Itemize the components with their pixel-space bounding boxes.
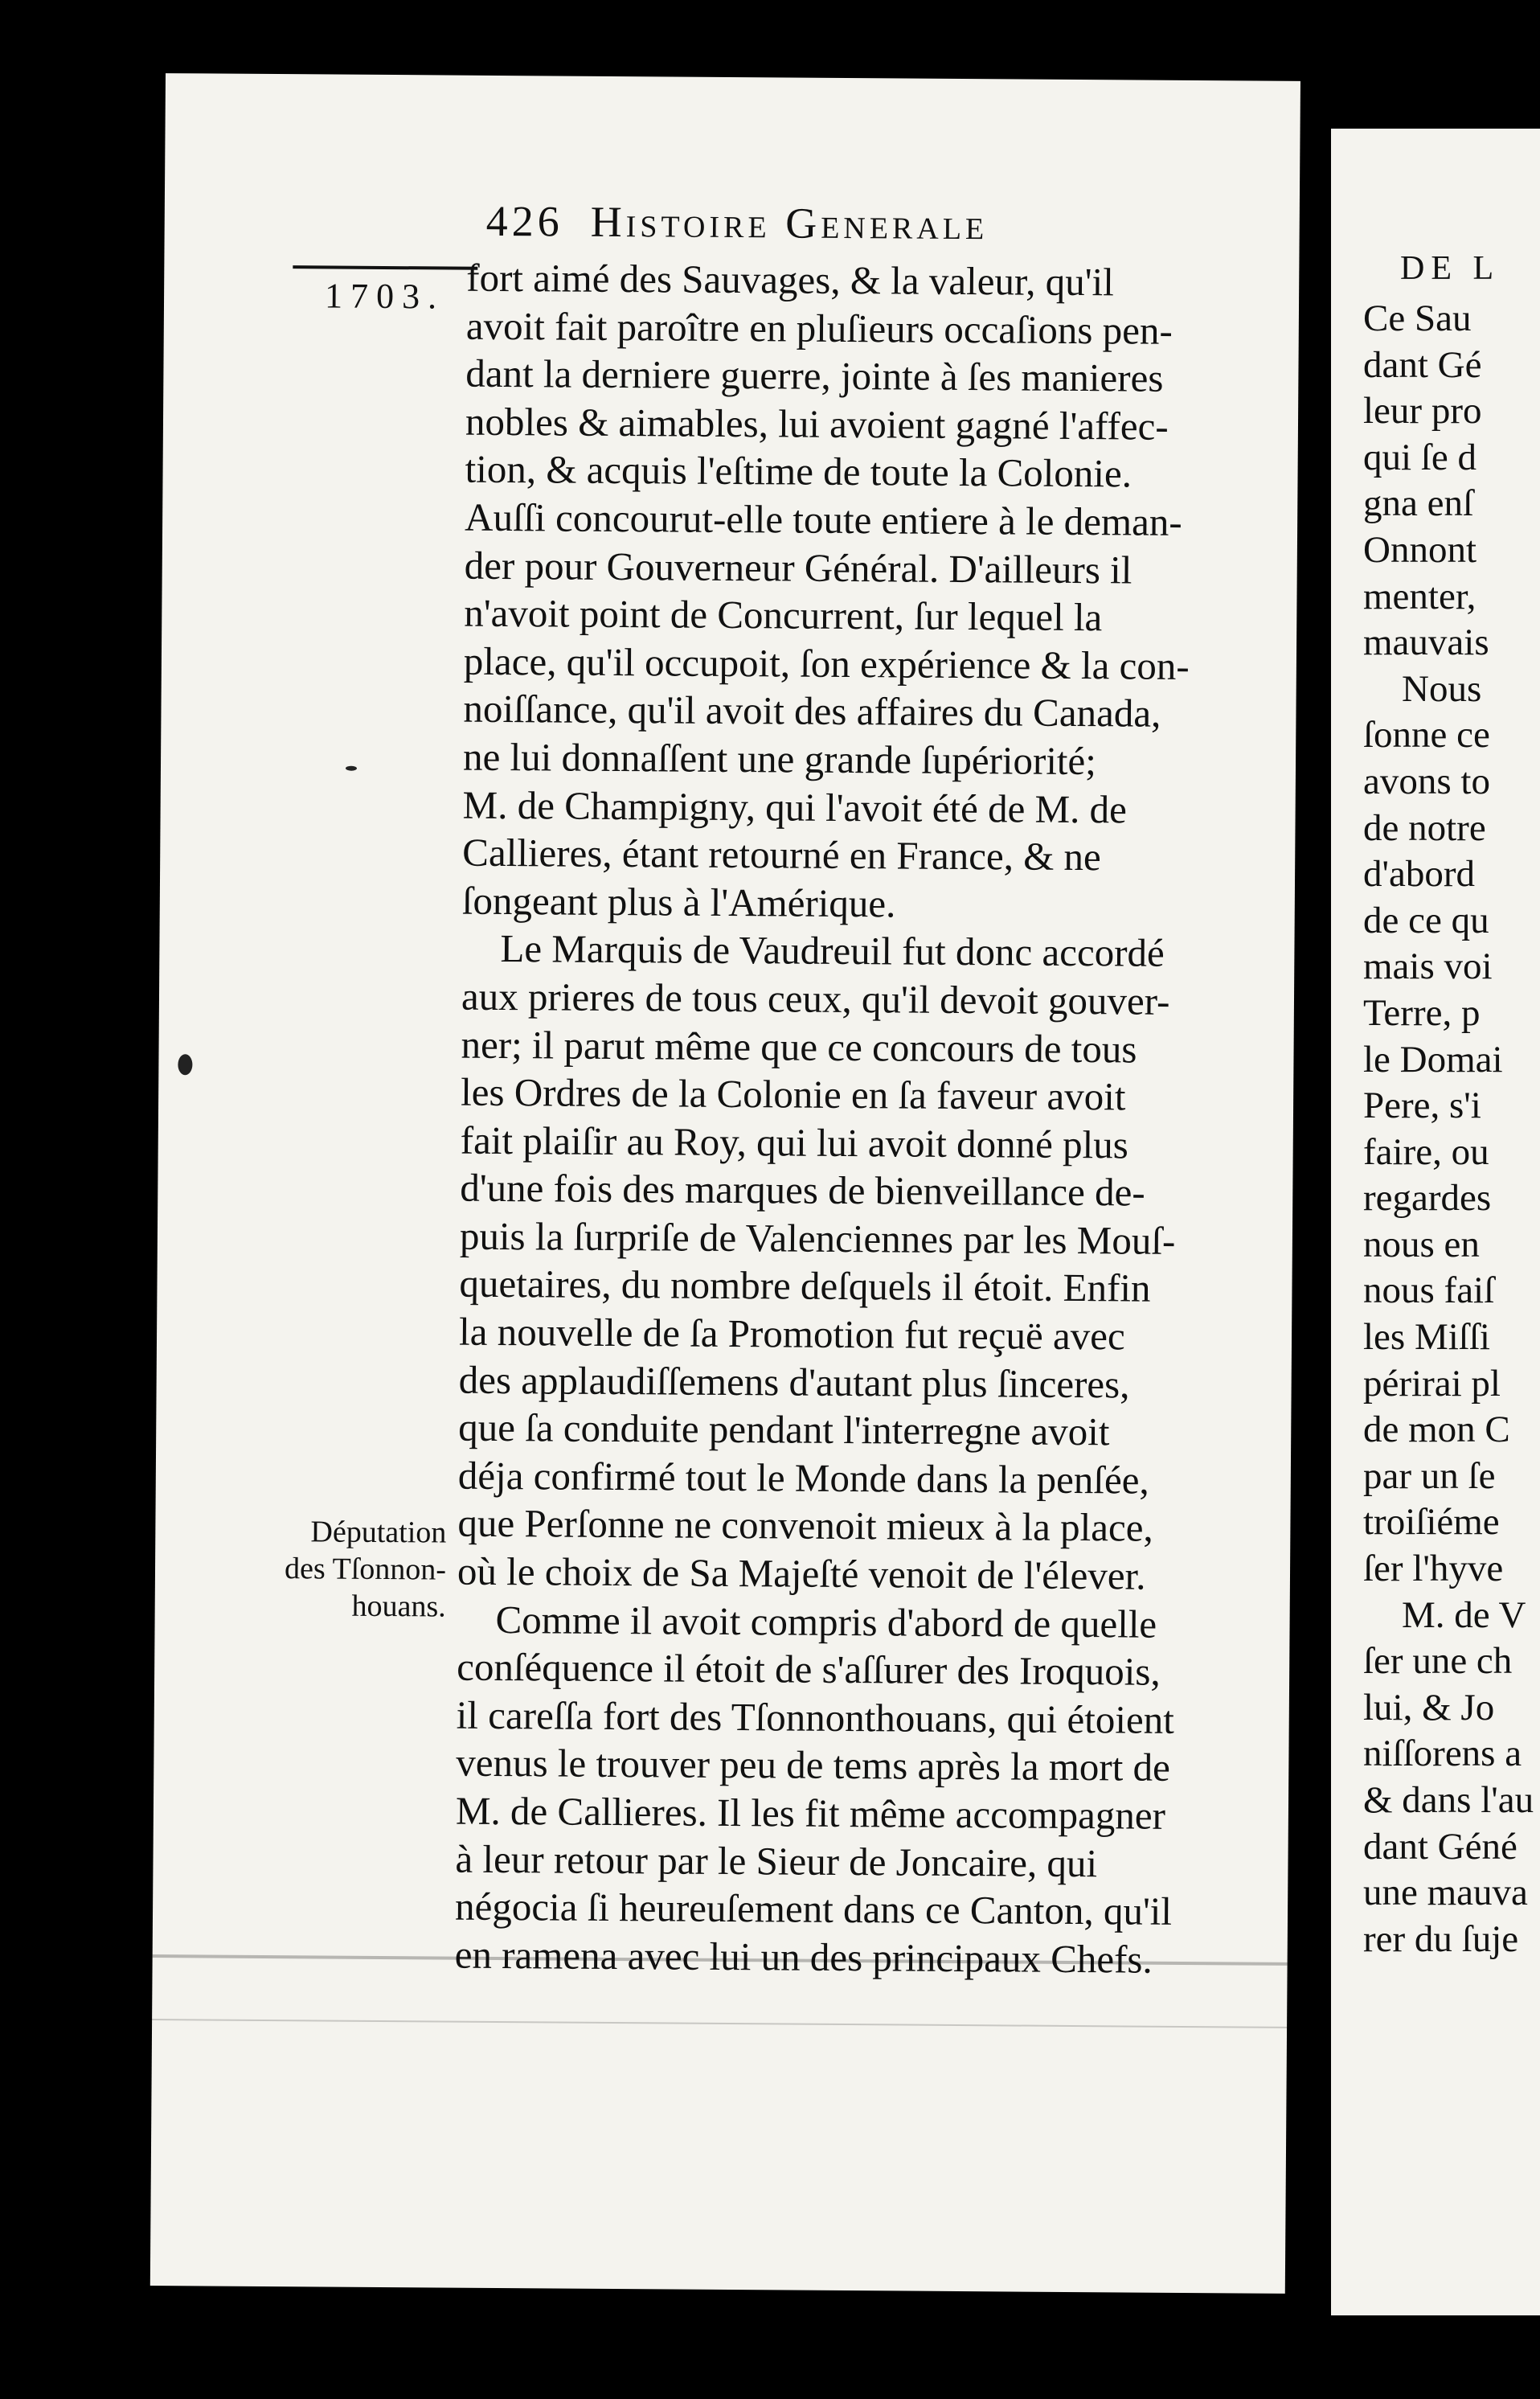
text-line: de notre [1363, 806, 1486, 849]
text-line: en ramena avec lui un des principaux Chefs. [454, 1932, 1153, 1982]
sidenote-line: des Tſonnon- [284, 1552, 447, 1587]
text-line: il careſſa fort des Tſonnonthouans, qui étoient [456, 1692, 1175, 1742]
text-line: M. de V [1402, 1593, 1526, 1636]
text-line: d'une fois des marques de bienveillance de- [460, 1165, 1145, 1215]
right-book-page-edge [1331, 129, 1540, 2315]
text-line: faire, ou [1363, 1130, 1489, 1173]
text-line: ſer une ch [1363, 1640, 1513, 1683]
text-line: les Miſſi [1363, 1316, 1490, 1359]
text-line: venus le trouver peu de tems après la mort de [456, 1741, 1171, 1790]
margin-sidenote [229, 1513, 447, 1626]
text-line: à leur retour par le Sieur de Joncaire, qui [455, 1836, 1098, 1885]
text-line: ſonne ce [1363, 714, 1490, 757]
text-line: M. de Champigny, qui l'avoit été de M. de [462, 782, 1128, 831]
text-line: tion, & acquis l'eſtime de toute la Colonie. [465, 447, 1132, 496]
text-line: leur pro [1363, 390, 1482, 433]
text-line: Ce Sau [1363, 297, 1472, 339]
text-line: que ſa conduite pendant l'interregne avoit [458, 1405, 1110, 1454]
text-line: nobles & aimables, lui avoient gagné l'affec- [465, 399, 1169, 449]
text-line: ſongeant plus à l'Amérique. [461, 878, 896, 926]
text-line: les Ordres de la Colonie en ſa faveur avoit [460, 1069, 1126, 1119]
text-line: avoit fait paroître en pluſieurs occaſions pen- [465, 303, 1173, 353]
text-line: rer du ſuje [1363, 1917, 1519, 1960]
text-line: n'avoit point de Concurrent, ſur lequel la [464, 590, 1103, 640]
text-line: où le choix de Sa Majeſté venoit de l'élever. [457, 1548, 1146, 1598]
text-line: der pour Gouverneur Général. D'ailleurs il [464, 543, 1132, 593]
text-line: déja confirmé tout le Monde dans la penſée, [457, 1453, 1149, 1503]
ink-speck [346, 766, 357, 771]
text-line: Onnont [1363, 528, 1477, 571]
text-line: dant Gé [1363, 343, 1482, 386]
text-line: de ce qu [1363, 899, 1489, 941]
text-line: lui, & Jo [1363, 1686, 1495, 1729]
text-line: le Domai [1363, 1038, 1503, 1081]
text-line: que Perſonne ne convenoit mieux à la place, [457, 1501, 1153, 1551]
page-number: 426 [485, 196, 563, 246]
text-line: & dans l'au [1363, 1779, 1534, 1821]
text-line: troiſiéme [1363, 1501, 1500, 1544]
text-line: une mauva [1363, 1872, 1528, 1914]
text-line: fait plaiſir au Roy, qui lui avoit donné plus [460, 1117, 1128, 1167]
text-line: aux prieres de tous ceux, qu'il devoit gouver- [461, 974, 1170, 1023]
text-line: regardes [1363, 1177, 1492, 1220]
text-line: d'abord [1363, 853, 1475, 896]
text-line: Callieres, étant retourné en France, & ne [462, 830, 1101, 880]
margin-rule [293, 265, 477, 270]
text-line: quetaires, du nombre deſquels il étoit. Enfin [459, 1261, 1151, 1311]
text-line: des applaudiſſemens d'autant plus ſinceres, [458, 1357, 1130, 1407]
text-line: fort aimé des Sauvages, & la valeur, qu'il [466, 255, 1115, 305]
text-line: de mon C [1363, 1409, 1510, 1451]
text-line: niſſorens a [1363, 1733, 1522, 1775]
right-running-header: DE L [1400, 250, 1501, 287]
text-line: puis la ſurpriſe de Valenciennes par les Mouſ- [459, 1213, 1176, 1263]
running-head-title: Histoire Generale [590, 197, 989, 249]
text-line: noiſſance, qu'il avoit des affaires du Canada, [463, 687, 1161, 736]
text-line: Terre, p [1363, 991, 1481, 1034]
text-line: conſéquence il étoit de s'aſſurer des Iroquois, [456, 1644, 1161, 1694]
right-text-block [1363, 296, 1534, 1962]
text-line: M. de Callieres. Il les fit même accompagner [455, 1788, 1166, 1838]
text-line: qui ſe d [1363, 436, 1477, 478]
sidenote-line: houans. [351, 1589, 446, 1624]
sidenote-line: Députation [310, 1515, 447, 1550]
text-line: nous en [1363, 1223, 1480, 1265]
text-line: par un ſe [1363, 1454, 1496, 1497]
ink-speck [178, 1054, 192, 1075]
text-line: avons to [1363, 760, 1490, 802]
text-line: Pere, s'i [1363, 1085, 1481, 1127]
text-line: la nouvelle de ſa Promotion fut reçuë avec [458, 1309, 1125, 1359]
text-line: ner; il parut même que ce concours de tous [461, 1022, 1137, 1072]
text-line: nous faiſ [1363, 1269, 1495, 1312]
text-line: Nous [1402, 667, 1482, 710]
text-line: menter, [1363, 575, 1477, 617]
left-book-page [150, 73, 1300, 2294]
text-line: ne lui donnaſſent une grande ſupériorité; [462, 734, 1097, 784]
main-text-block [454, 254, 1281, 1984]
text-line: dant la derniere guerre, jointe à ſes manieres [465, 351, 1164, 400]
text-line: périrai pl [1363, 1362, 1501, 1405]
text-line: place, qu'il occupoit, ſon expérience & la con- [463, 638, 1190, 688]
text-line: gna enſ [1363, 482, 1474, 525]
text-line: ſer l'hyve [1363, 1548, 1504, 1590]
text-line: Auſſi concourut-elle toute entiere à le deman- [464, 494, 1182, 544]
text-line: mauvais [1363, 621, 1489, 664]
text-line: mais voi [1363, 945, 1493, 988]
text-line: Comme il avoit compris d'abord de quelle [495, 1597, 1157, 1646]
text-line: Le Marquis de Vaudreuil fut donc accordé [500, 926, 1165, 976]
margin-year: 1703. [324, 276, 445, 317]
text-line: dant Géné [1363, 1825, 1517, 1868]
running-header [486, 196, 989, 249]
text-line: négocia ſi heureuſement dans ce Canton, qu'il [454, 1884, 1173, 1934]
